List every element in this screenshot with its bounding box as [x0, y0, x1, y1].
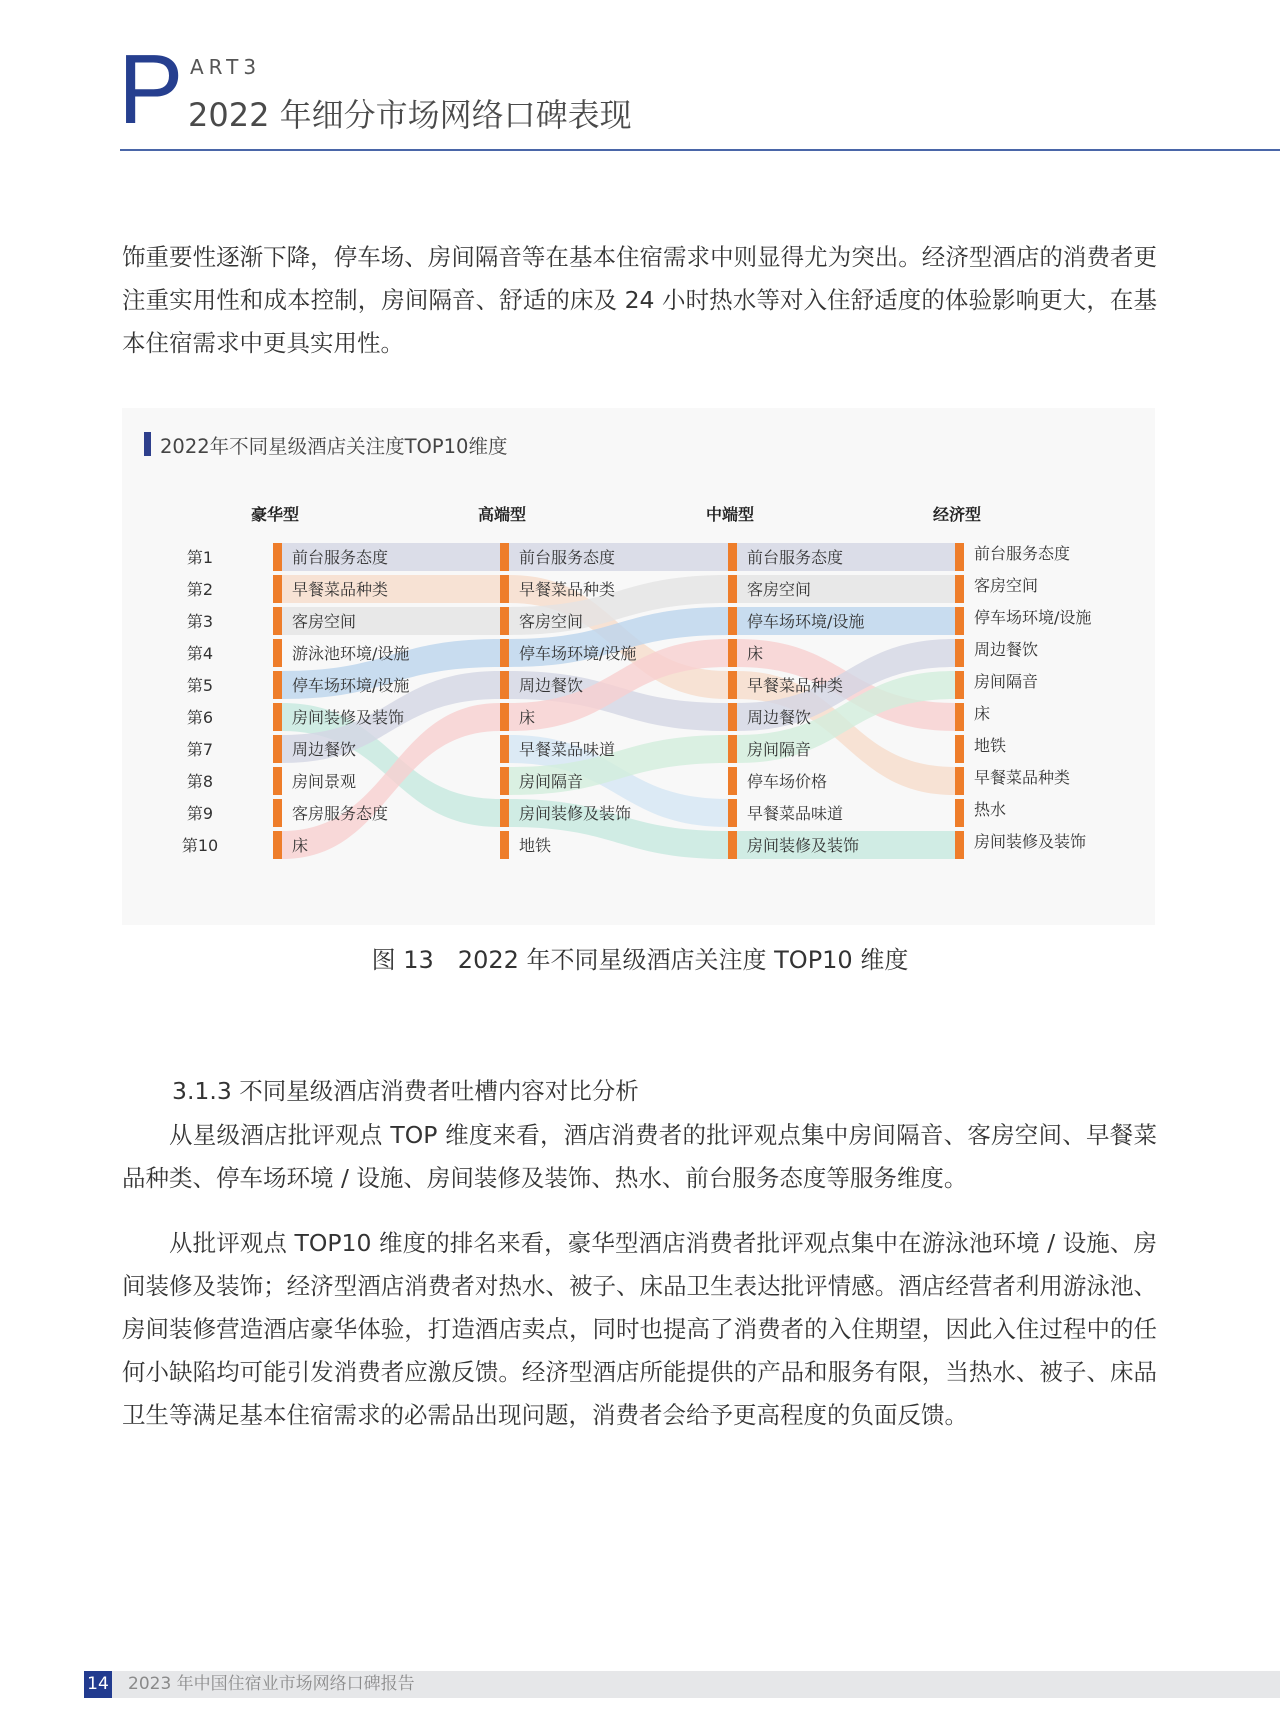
item-label: 早餐菜品种类 [747, 676, 844, 695]
column-header: 高端型 [478, 505, 527, 524]
rank-bar [500, 543, 509, 571]
item-label: 前台服务态度 [292, 548, 389, 567]
item-label: 前台服务态度 [974, 544, 1071, 563]
rank-bar [500, 703, 509, 731]
rank-bar [500, 799, 509, 827]
rank-label: 第3 [186, 612, 214, 631]
item-label: 早餐菜品味道 [519, 740, 616, 759]
rank-bar [728, 831, 737, 859]
rank-bar [728, 543, 737, 571]
rank-label: 第5 [186, 676, 214, 695]
rank-bar [500, 831, 509, 859]
rank-bar [728, 703, 737, 731]
rank-label: 第7 [186, 740, 214, 759]
rank-bar [955, 735, 964, 763]
section-paragraph-1: 从星级酒店批评观点 TOP 维度来看，酒店消费者的批评观点集中房间隔音、客房空间、早餐菜品种类、停车场环境 / 设施、房间装修及装饰、热水、前台服务态度等服务维度。 [122, 1121, 1157, 1192]
item-label: 房间隔音 [974, 672, 1039, 691]
footer-report-title: 2023 年中国住宿业市场网络口碑报告 [128, 1674, 415, 1694]
item-label: 停车场价格 [747, 772, 828, 791]
page-number: 14 [84, 1671, 112, 1698]
rank-bar [273, 575, 282, 603]
item-label: 房间装修及装饰 [519, 804, 632, 823]
rank-bar [728, 735, 737, 763]
section-paragraph-2: 从批评观点 TOP10 维度的排名来看，豪华型酒店消费者批评观点集中在游泳池环境 / 设施、房间装修及装饰；经济型酒店消费者对热水、被子、床品卫生表达批评情感。酒店经营者利用游泳池、房间装修营造酒店豪华体验，打造酒店卖点，同时也提高了消费者的入住期望，因此入住过程中的任何小缺陷均可能引发消费者应激反馈。经济型酒店所能提供的产品和服务有限，当热水、被子、床品卫生等满足基本住宿需求的必需品出现问题，消费者会给予更高程度的负面反馈。 [122, 1229, 1157, 1429]
rank-label: 第8 [186, 772, 214, 791]
rank-label: 第4 [186, 644, 214, 663]
rank-bar [500, 575, 509, 603]
item-label: 客房空间 [519, 612, 584, 631]
rank-bar [955, 575, 964, 603]
item-label: 周边餐饮 [519, 676, 584, 695]
item-label: 周边餐饮 [747, 708, 812, 727]
rank-bar [728, 799, 737, 827]
column-header: 豪华型 [251, 505, 300, 524]
rank-label: 第10 [181, 836, 219, 855]
item-label: 房间装修及装饰 [292, 708, 405, 727]
rank-bar [500, 639, 509, 667]
item-label: 客房服务态度 [292, 804, 389, 823]
rank-bar [500, 671, 509, 699]
rank-bar [955, 607, 964, 635]
item-label: 周边餐饮 [292, 740, 357, 759]
rank-bar [955, 799, 964, 827]
item-label: 停车场环境/设施 [974, 608, 1092, 627]
item-label: 周边餐饮 [974, 640, 1039, 659]
item-label: 客房空间 [747, 580, 812, 599]
chart-title: 2022年不同星级酒店关注度TOP10维度 [160, 435, 508, 458]
part-label: ART3 [190, 55, 262, 79]
item-label: 早餐菜品种类 [519, 580, 616, 599]
item-label: 停车场环境/设施 [292, 676, 410, 695]
item-label: 前台服务态度 [747, 548, 844, 567]
rank-bar [273, 543, 282, 571]
rank-bar [728, 575, 737, 603]
rank-bar [728, 639, 737, 667]
item-label: 房间景观 [292, 772, 357, 791]
item-label: 房间装修及装饰 [974, 832, 1087, 851]
item-label: 地铁 [974, 736, 1007, 755]
rank-bar [955, 671, 964, 699]
rank-bar [728, 607, 737, 635]
rank-bar [500, 735, 509, 763]
rank-bar [273, 671, 282, 699]
item-label: 床 [747, 644, 764, 663]
item-label: 早餐菜品种类 [974, 768, 1071, 787]
item-label: 游泳池环境/设施 [292, 644, 410, 663]
page-title: 2022 年细分市场网络口碑表现 [188, 96, 632, 134]
rank-bar [273, 799, 282, 827]
rank-bar [273, 767, 282, 795]
figure-caption: 图 13 2022 年不同星级酒店关注度 TOP10 维度 [371, 946, 909, 974]
rank-bar [273, 831, 282, 859]
rank-bar [500, 767, 509, 795]
item-label: 房间装修及装饰 [747, 836, 860, 855]
rank-bar [728, 671, 737, 699]
rank-bar [273, 703, 282, 731]
item-label: 床 [292, 836, 309, 855]
rank-bar [955, 543, 964, 571]
column-header: 经济型 [933, 505, 982, 524]
item-label: 前台服务态度 [519, 548, 616, 567]
rank-bar [955, 767, 964, 795]
item-label: 床 [974, 704, 991, 723]
part-letter: P [118, 34, 184, 144]
intro-paragraph: 饰重要性逐渐下降，停车场、房间隔音等在基本住宿需求中则显得尤为突出。经济型酒店的消费者更注重实用性和成本控制，房间隔音、舒适的床及 24 小时热水等对入住舒适度的体验影响更大，在基本住宿需求中更具实用性。 [122, 243, 1157, 357]
item-label: 客房空间 [292, 612, 357, 631]
rank-bar [273, 607, 282, 635]
column-header: 中端型 [706, 505, 755, 524]
item-label: 房间隔音 [747, 740, 812, 759]
item-label: 热水 [974, 800, 1007, 819]
rank-label: 第6 [186, 708, 214, 727]
rank-bar [955, 639, 964, 667]
item-label: 地铁 [519, 836, 552, 855]
rank-bar [273, 735, 282, 763]
item-label: 停车场环境/设施 [747, 612, 865, 631]
rank-bar [500, 607, 509, 635]
item-label: 床 [519, 708, 536, 727]
item-label: 客房空间 [974, 576, 1039, 595]
item-label: 早餐菜品种类 [292, 580, 389, 599]
section-heading: 3.1.3 不同星级酒店消费者吐槽内容对比分析 [172, 1077, 639, 1105]
rank-label: 第9 [186, 804, 214, 823]
rank-bar [955, 703, 964, 731]
rank-label: 第2 [186, 580, 214, 599]
rank-bar [728, 767, 737, 795]
item-label: 停车场环境/设施 [519, 644, 637, 663]
rank-bar [273, 639, 282, 667]
item-label: 房间隔音 [519, 772, 584, 791]
item-label: 早餐菜品味道 [747, 804, 844, 823]
rank-bar [955, 831, 964, 859]
rank-label: 第1 [186, 548, 214, 567]
